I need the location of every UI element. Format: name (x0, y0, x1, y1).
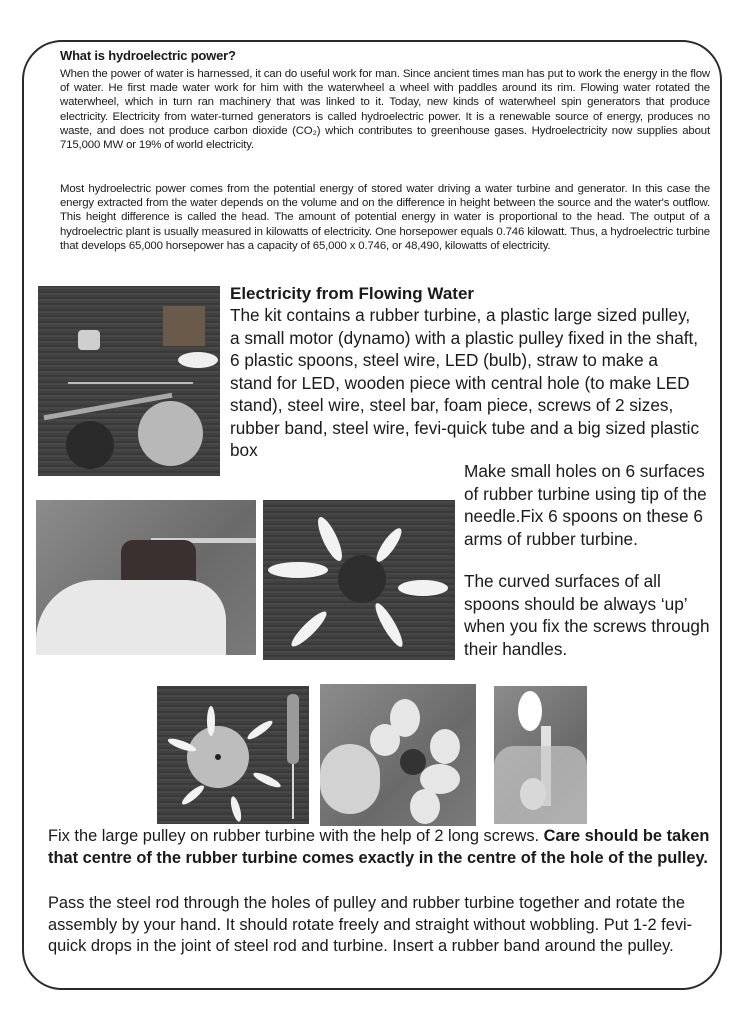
hand-shape (320, 744, 380, 814)
side-view-assembly-photo (494, 686, 587, 824)
pulley-with-spoons-and-screwdriver-photo (157, 686, 309, 824)
potential-energy-paragraph: Most hydroelectric power comes from the potential energy of stored water driving a water turbine and generator. In this case the energy extracted from the water depends on the volume and on the difference in height between the source and the water's outflow. This height difference is called the head. The amount of potential energy in water is proportional to the head. The output of a hydroelectric plant is usually measured in kilowatts of electricity. One horsepower equals 0.746 kilowatt. Thus, a hydroelectric turbine that develops 65,000 horsepower has a capacity of 65,000 x 0.746, or 48,490, kilowatts of electricity. (60, 183, 710, 252)
spoon-shape (207, 706, 215, 736)
steel-bar-shape (68, 382, 193, 384)
rotating-assembly-photo (320, 684, 476, 826)
holes-instruction-text: Make small holes on 6 surfaces of rubber turbine using tip of the needle.Fix 6 spoons on these 6 arms of rubber turbine. (464, 461, 707, 549)
curved-surfaces-instruction-text: The curved surfaces of all spoons should be always ‘up’ when you fix the screws through their handles. (464, 571, 710, 659)
spoon-shape (314, 514, 347, 563)
spoon-shape (398, 580, 448, 596)
pulley-shape (138, 401, 203, 466)
spoon-shape (268, 562, 328, 578)
turbine-hub-shape (400, 749, 426, 775)
care-warning-text: Care should be taken that centre of the rubber turbine comes exactly in the centre of the hole of the pulley. (48, 827, 710, 867)
kit-contents-text: The kit contains a rubber turbine, a plastic large sized pulley, a small motor (dynamo) with a plastic pulley fixed in the shaft, 6 plastic spoons, steel wire, LED (bulb), straw to make a stand for LED, wooden piece with central hole (to make LED stand), steel wire, steel bar, foam piece, screws of 2 sizes, rubber band, steel wire, fevi-quick tube and a big sized plastic box (230, 305, 700, 460)
rubber-turbine-shape (66, 421, 114, 469)
turbine-in-hand-photo (36, 500, 256, 655)
fix-pulley-instruction (48, 825, 718, 869)
fix-pulley-text: Fix the large pulley on rubber turbine with the help of 2 long screws. (48, 827, 544, 845)
spoon-shape (245, 718, 274, 742)
spoon-shape (430, 729, 460, 764)
spoon-shape (370, 724, 400, 756)
turbine-with-spoons-photo (263, 500, 455, 660)
screwdriver-shaft-shape (292, 764, 294, 819)
spoon-shape (371, 600, 406, 649)
hand-shape (494, 746, 587, 824)
wooden-piece-shape (163, 306, 205, 346)
pulley-hole-shape (215, 754, 221, 760)
spoon-shape (518, 691, 542, 731)
kit-contents-photo (38, 286, 220, 476)
spoon-shape (252, 770, 283, 790)
spoon-shape (288, 608, 330, 650)
spoon-shape (229, 795, 243, 822)
hand-shape (36, 580, 226, 655)
dynamo-shape (78, 330, 100, 350)
spoon-shape (410, 789, 440, 824)
screwdriver-shape (287, 694, 299, 764)
section-title-flowing-water: Electricity from Flowing Water (230, 284, 475, 303)
intro-paragraph: When the power of water is harnessed, it can do useful work for man. Since ancient times man has put to work the energy in the flow of water. He first made water work for him with the waterwheel a wheel with paddles around its rim. Flowing water rotated the waterwheel, which in turn ran machinery that was linked to it. Today, new kinds of waterwheel spin generators that produce electricity. Electricity from water-turned generators is called hydroelectric power. It is a renewable source of energy, produces no waste, and does not produce carbon dioxide (CO₂) which contributes to greenhouse gases. Hydroelectricity now supplies about 715,000 MW or 19% of world electricity. (60, 68, 710, 152)
spoon-shape (373, 525, 406, 565)
spoon-shape (178, 352, 218, 368)
section-title-hydroelectric: What is hydroelectric power? (60, 48, 236, 63)
spoon-shape (180, 783, 207, 807)
pass-steel-rod-instruction: Pass the steel rod through the holes of pulley and rubber turbine together and rotate the assembly by your hand. It should rotate freely and straight without wobbling. Put 1-2 fevi-quick drops in the joint of steel rod and turbine. Insert a rubber band around the pulley. (48, 894, 693, 955)
